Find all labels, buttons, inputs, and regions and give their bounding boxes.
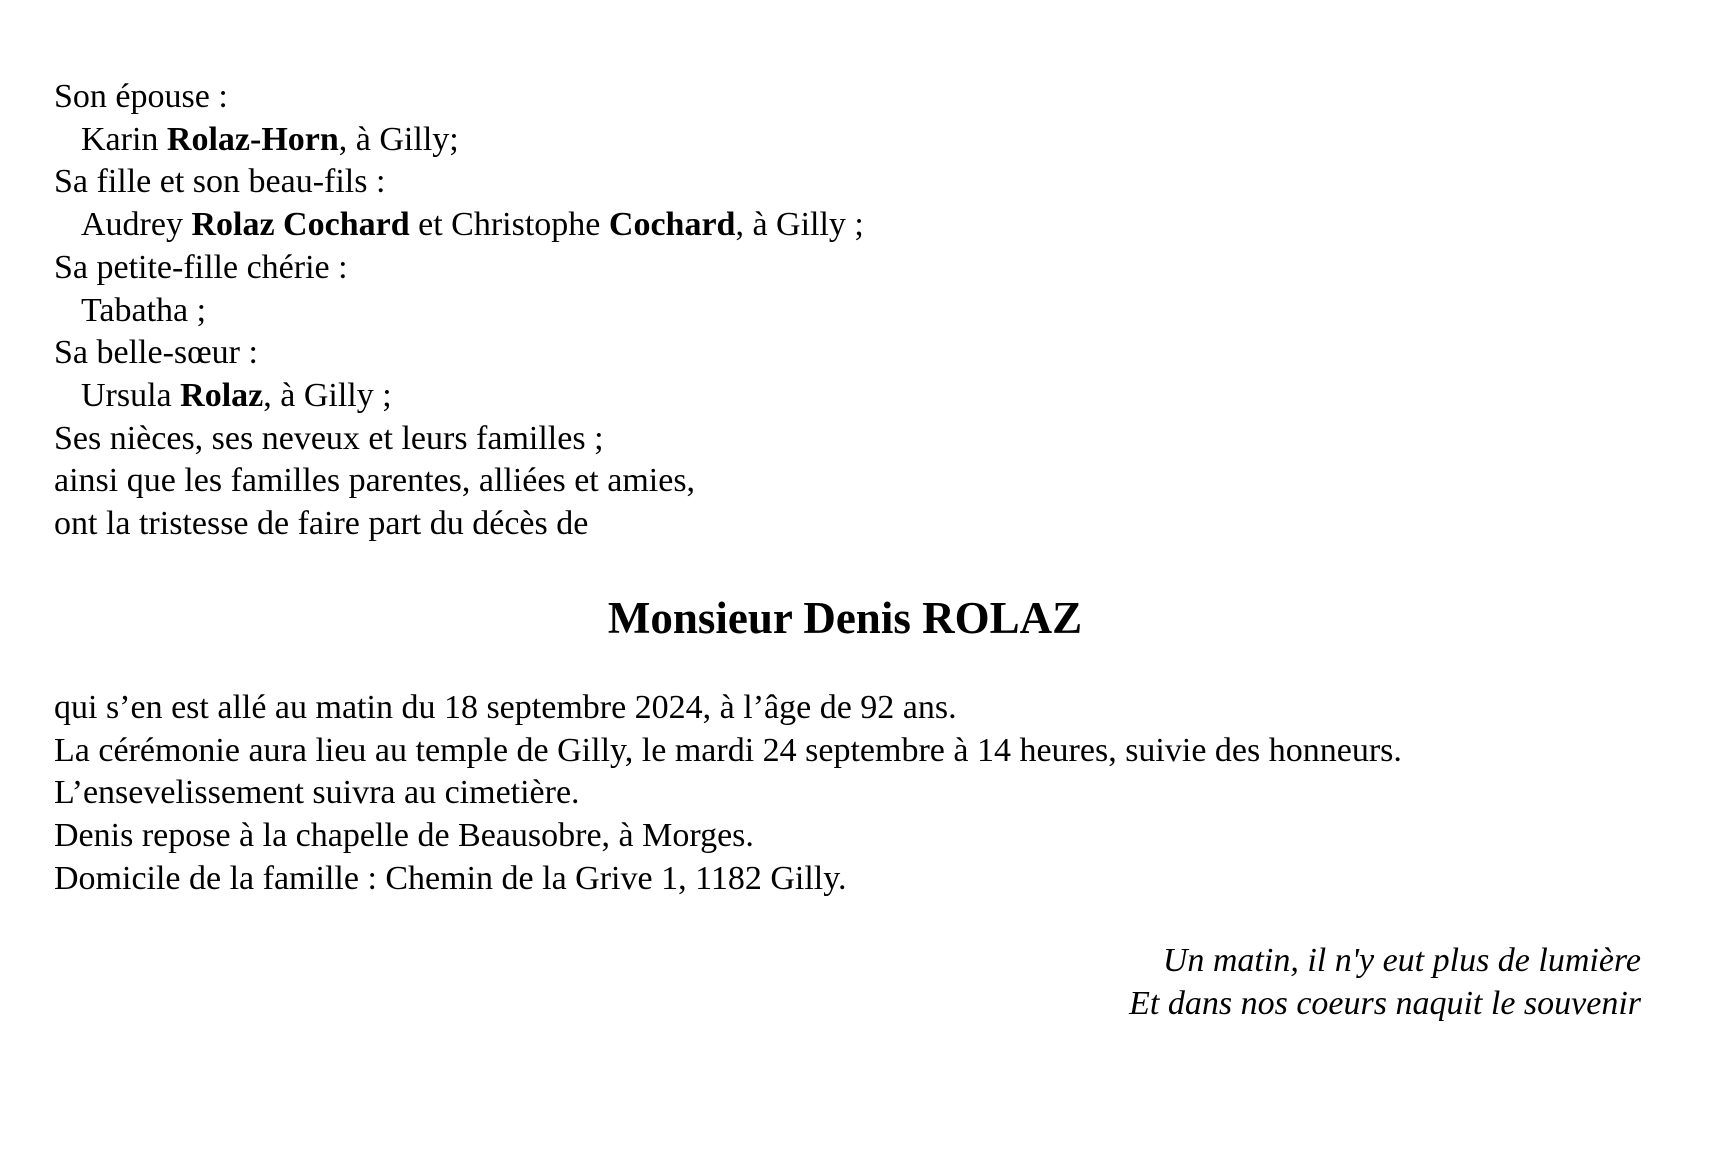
announcement-line: ont la tristesse de faire part du décès de: [54, 505, 589, 543]
relatives-line: ainsi que les familles parentes, alliées et amies,: [54, 462, 696, 500]
sister-in-law-location: , à Gilly ;: [263, 376, 392, 414]
ceremony-details: [54, 687, 1654, 901]
daughter-label: Sa fille et son beau-fils :: [54, 163, 386, 201]
spouse-entry: [54, 119, 1654, 162]
son-in-law-first-name: et Christophe: [409, 206, 609, 244]
family-address-line: Domicile de la famille : Chemin de la Grive 1, 1182 Gilly.: [54, 859, 847, 897]
spouse-label: Son épouse :: [54, 78, 228, 115]
spouse-location: , à Gilly;: [338, 120, 459, 158]
death-date-line: qui s’en est allé au matin du 18 septembre 2024, à l’âge de 92 ans.: [54, 689, 957, 726]
daughter-first-name: Audrey: [81, 206, 192, 244]
family-list: [54, 76, 1654, 546]
quote-line-1: Un matin, il n'y eut plus de lumière: [1162, 942, 1641, 979]
daughter-entry: [54, 204, 1654, 247]
burial-line: L’ensevelissement suivra au cimetière.: [54, 774, 580, 812]
spouse-first-name: Karin: [81, 120, 167, 158]
granddaughter-label: Sa petite-fille chérie :: [54, 248, 348, 286]
repose-line: Denis repose à la chapelle de Beausobre, à Morges.: [54, 817, 754, 855]
granddaughter-entry: Tabatha ;: [81, 291, 207, 329]
ceremony-line: La cérémonie aura lieu au temple de Gilly, le mardi 24 septembre à 14 heures, suivie des honneurs.: [54, 731, 1402, 769]
nieces-line: Ses nièces, ses neveux et leurs familles ;: [54, 419, 604, 457]
son-in-law-last-name: Cochard: [608, 206, 736, 244]
deceased-name: Monsieur Denis ROLAZ: [607, 593, 1083, 643]
sister-in-law-entry: [54, 375, 1654, 418]
sister-in-law-label: Sa belle-sœur :: [54, 334, 258, 372]
memorial-quote: [841, 940, 1641, 1025]
quote-line-2: Et dans nos coeurs naquit le souvenir: [1129, 984, 1641, 1022]
sister-in-law-last-name: Rolaz: [180, 376, 264, 414]
daughter-last-name: Rolaz Cochard: [191, 206, 410, 244]
daughter-location: , à Gilly ;: [735, 206, 864, 244]
spouse-last-name: Rolaz-Horn: [166, 120, 339, 158]
sister-in-law-first-name: Ursula: [81, 376, 181, 414]
